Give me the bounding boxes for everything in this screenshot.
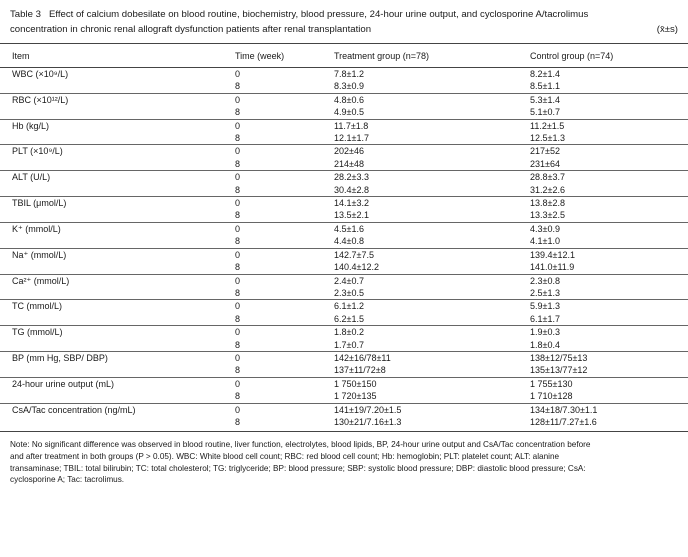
cell-time: 0 — [235, 300, 334, 313]
cell-time: 8 — [235, 133, 241, 144]
caption-line-2 — [10, 22, 678, 37]
cell-treatment: 2.4±0.7 — [334, 274, 530, 287]
cell-time: 8 — [235, 339, 241, 350]
cell-item — [0, 287, 235, 300]
table-row — [0, 274, 688, 287]
table-note — [0, 431, 688, 485]
cell-time: 0 — [235, 69, 241, 79]
table-row — [0, 158, 688, 171]
cell-item — [0, 209, 235, 222]
table-row — [0, 351, 688, 364]
cell-treatment: 6.1±1.2 — [334, 300, 530, 313]
cell-treatment: 1 720±135 — [334, 391, 377, 402]
table-row — [0, 222, 688, 235]
table-row — [0, 287, 688, 300]
cell-item — [0, 261, 235, 274]
cell-time: 0 — [235, 248, 334, 261]
table-row — [0, 235, 688, 248]
cell-control: 1 755±130 — [530, 377, 688, 390]
cell-item: TBIL (μmol/L) — [0, 197, 235, 210]
cell-time: 0 — [235, 351, 334, 364]
cell-control: 4.1±1.0 — [530, 236, 560, 247]
cell-treatment: 13.5±2.1 — [334, 210, 369, 221]
cell-item — [0, 390, 235, 403]
cell-control: 139.4±12.1 — [530, 248, 688, 261]
cell-time: 0 — [235, 403, 334, 416]
cell-control: 128±11/7.27±1.6 — [530, 416, 597, 427]
cell-item — [0, 184, 235, 197]
cell-time: 8 — [235, 184, 241, 195]
table-row — [0, 248, 688, 261]
cell-item: Hb (kg/L) — [0, 119, 235, 132]
cell-time: 0 — [235, 197, 334, 210]
note-line: and after treatment in both groups (P > 0.05). WBC: White blood cell count; RBC: red blood cell count; Hb: hemoglobin; PLT: platelet count; ALT: alanine — [10, 451, 560, 461]
cell-time: 8 — [235, 81, 241, 92]
cell-item — [0, 106, 235, 119]
header-item: Item — [0, 44, 235, 68]
cell-item: RBC (×10¹²/L) — [0, 93, 235, 106]
table-row — [0, 171, 688, 184]
cell-treatment: 6.2±1.5 — [334, 313, 364, 324]
cell-item — [0, 313, 235, 326]
cell-control: 13.8±2.8 — [530, 197, 688, 210]
cell-control: 8.2±1.4 — [530, 69, 560, 79]
cell-time: 0 — [235, 222, 334, 235]
table-row — [0, 209, 688, 222]
cell-treatment: 141±19/7.20±1.5 — [334, 403, 530, 416]
cell-control: 28.8±3.7 — [530, 171, 688, 184]
table-row — [0, 80, 688, 93]
cell-item: CsA/Tac concentration (ng/mL) — [0, 403, 235, 416]
cell-control: 13.3±2.5 — [530, 210, 565, 221]
header-control: Control group (n=74) — [530, 44, 688, 68]
caption-stat-notation: (x̄±s) — [656, 24, 678, 35]
cell-control: 31.2±2.6 — [530, 184, 565, 195]
cell-item — [0, 158, 235, 171]
results-table — [0, 44, 688, 428]
cell-item: TC (mmol/L) — [0, 300, 235, 313]
cell-time: 0 — [235, 171, 334, 184]
cell-treatment: 28.2±3.3 — [334, 171, 530, 184]
cell-treatment: 1 750±150 — [334, 377, 530, 390]
cell-treatment: 11.7±1.8 — [334, 119, 530, 132]
cell-time: 0 — [235, 274, 334, 287]
note-line: transaminase; TBIL: total bilirubin; TC: total cholesterol; TG: triglyceride; BP: blood pressure; SBP: systolic blood pressure; DBP: diastolic blood pressure; CsA: — [10, 463, 586, 473]
table-row — [0, 93, 688, 106]
cell-time: 0 — [235, 377, 334, 390]
cell-treatment: 7.8±1.2 — [334, 69, 364, 79]
header-row — [0, 44, 688, 68]
cell-control: 5.3±1.4 — [530, 93, 688, 106]
cell-treatment: 14.1±3.2 — [334, 197, 530, 210]
cell-time: 8 — [235, 313, 241, 324]
cell-time: 8 — [235, 365, 241, 376]
cell-control: 5.9±1.3 — [530, 300, 688, 313]
cell-treatment: 140.4±12.2 — [334, 262, 379, 273]
cell-treatment: 30.4±2.8 — [334, 184, 369, 195]
cell-treatment: 4.5±1.6 — [334, 222, 530, 235]
table-row — [0, 326, 688, 339]
table-row — [0, 416, 688, 428]
table-caption — [10, 7, 678, 37]
cell-time: 0 — [235, 326, 334, 339]
table-row — [0, 106, 688, 119]
cell-treatment: 4.8±0.6 — [334, 93, 530, 106]
cell-treatment: 4.4±0.8 — [334, 236, 364, 247]
cell-item: 24-hour urine output (mL) — [0, 377, 235, 390]
cell-control: 138±12/75±13 — [530, 351, 688, 364]
cell-treatment: 142.7±7.5 — [334, 248, 530, 261]
cell-control: 2.3±0.8 — [530, 274, 688, 287]
cell-item: Na⁺ (mmol/L) — [0, 248, 235, 261]
table-row — [0, 313, 688, 326]
cell-item: ALT (U/L) — [0, 171, 235, 184]
cell-item: TG (mmol/L) — [0, 326, 235, 339]
cell-time: 8 — [235, 158, 241, 169]
cell-time: 8 — [235, 236, 241, 247]
table-row — [0, 390, 688, 403]
caption-text-1: Effect of calcium dobesilate on blood routine, biochemistry, blood pressure, 24-hour urine output, and cyclosporine A/tacrolimus — [48, 9, 589, 20]
cell-item — [0, 364, 235, 377]
cell-time: 8 — [235, 416, 241, 427]
table-row — [0, 261, 688, 274]
cell-control: 8.5±1.1 — [530, 81, 560, 92]
cell-item — [0, 339, 235, 352]
note-line: cyclosporine A; Tac: tacrolimus. — [10, 475, 125, 485]
header-time: Time (week) — [235, 44, 334, 68]
table-row — [0, 403, 688, 416]
cell-time: 0 — [235, 93, 334, 106]
note-line: Note: No significant difference was observed in blood routine, liver function, electrolytes, blood lipids, BP, 24-hour urine output and CsA/Tac concentration before — [10, 440, 591, 450]
cell-treatment: 4.9±0.5 — [334, 107, 364, 118]
cell-time: 8 — [235, 262, 241, 273]
caption-line-1 — [10, 7, 678, 22]
cell-treatment: 12.1±1.7 — [334, 133, 369, 144]
cell-item: K⁺ (mmol/L) — [0, 222, 235, 235]
cell-control: 1.8±0.4 — [530, 339, 560, 350]
table-row — [0, 339, 688, 352]
cell-control: 6.1±1.7 — [530, 313, 560, 324]
cell-item — [0, 416, 235, 428]
header-treatment: Treatment group (n=78) — [334, 44, 530, 68]
cell-control: 231±64 — [530, 158, 560, 169]
cell-control: 135±13/77±12 — [530, 365, 588, 376]
cell-time: 8 — [235, 210, 241, 221]
table-row — [0, 119, 688, 132]
cell-item — [0, 235, 235, 248]
table-body — [0, 68, 688, 429]
cell-treatment: 1.7±0.7 — [334, 339, 364, 350]
table-row — [0, 184, 688, 197]
cell-control: 2.5±1.3 — [530, 287, 560, 298]
cell-treatment: 8.3±0.9 — [334, 81, 364, 92]
cell-item: BP (mm Hg, SBP/ DBP) — [0, 351, 235, 364]
cell-control: 4.3±0.9 — [530, 222, 688, 235]
caption-text-2: concentration in chronic renal allograft dysfunction patients after renal transplantation — [10, 24, 372, 35]
table-row — [0, 377, 688, 390]
cell-item: WBC (×10⁹/L) — [12, 69, 69, 79]
cell-control: 134±18/7.30±1.1 — [530, 403, 688, 416]
table-row — [0, 132, 688, 145]
cell-item — [0, 80, 235, 93]
table-label: Table 3 — [10, 9, 41, 20]
cell-time: 8 — [235, 287, 241, 298]
cell-treatment: 142±16/78±11 — [334, 351, 530, 364]
cell-time: 0 — [235, 145, 334, 158]
cell-control: 5.1±0.7 — [530, 107, 560, 118]
table-row — [0, 300, 688, 313]
cell-treatment: 130±21/7.16±1.3 — [334, 416, 402, 427]
cell-item: PLT (×10⁹/L) — [0, 145, 235, 158]
cell-time: 0 — [235, 119, 334, 132]
cell-control: 11.2±1.5 — [530, 119, 688, 132]
cell-treatment: 2.3±0.5 — [334, 287, 364, 298]
table-row — [0, 197, 688, 210]
cell-treatment: 137±11/72±8 — [334, 365, 386, 376]
cell-item — [0, 132, 235, 145]
cell-treatment: 214±48 — [334, 158, 364, 169]
cell-control: 141.0±11.9 — [530, 262, 575, 273]
cell-treatment: 202±46 — [334, 145, 530, 158]
table-row — [0, 364, 688, 377]
cell-control: 1.9±0.3 — [530, 326, 688, 339]
table-row — [0, 68, 688, 81]
cell-control: 12.5±1.3 — [530, 133, 565, 144]
cell-control: 217±52 — [530, 145, 688, 158]
cell-time: 8 — [235, 391, 241, 402]
table-row — [0, 145, 688, 158]
cell-control: 1 710±128 — [530, 391, 573, 402]
cell-time: 8 — [235, 107, 241, 118]
cell-treatment: 1.8±0.2 — [334, 326, 530, 339]
cell-item: Ca²⁺ (mmol/L) — [0, 274, 235, 287]
